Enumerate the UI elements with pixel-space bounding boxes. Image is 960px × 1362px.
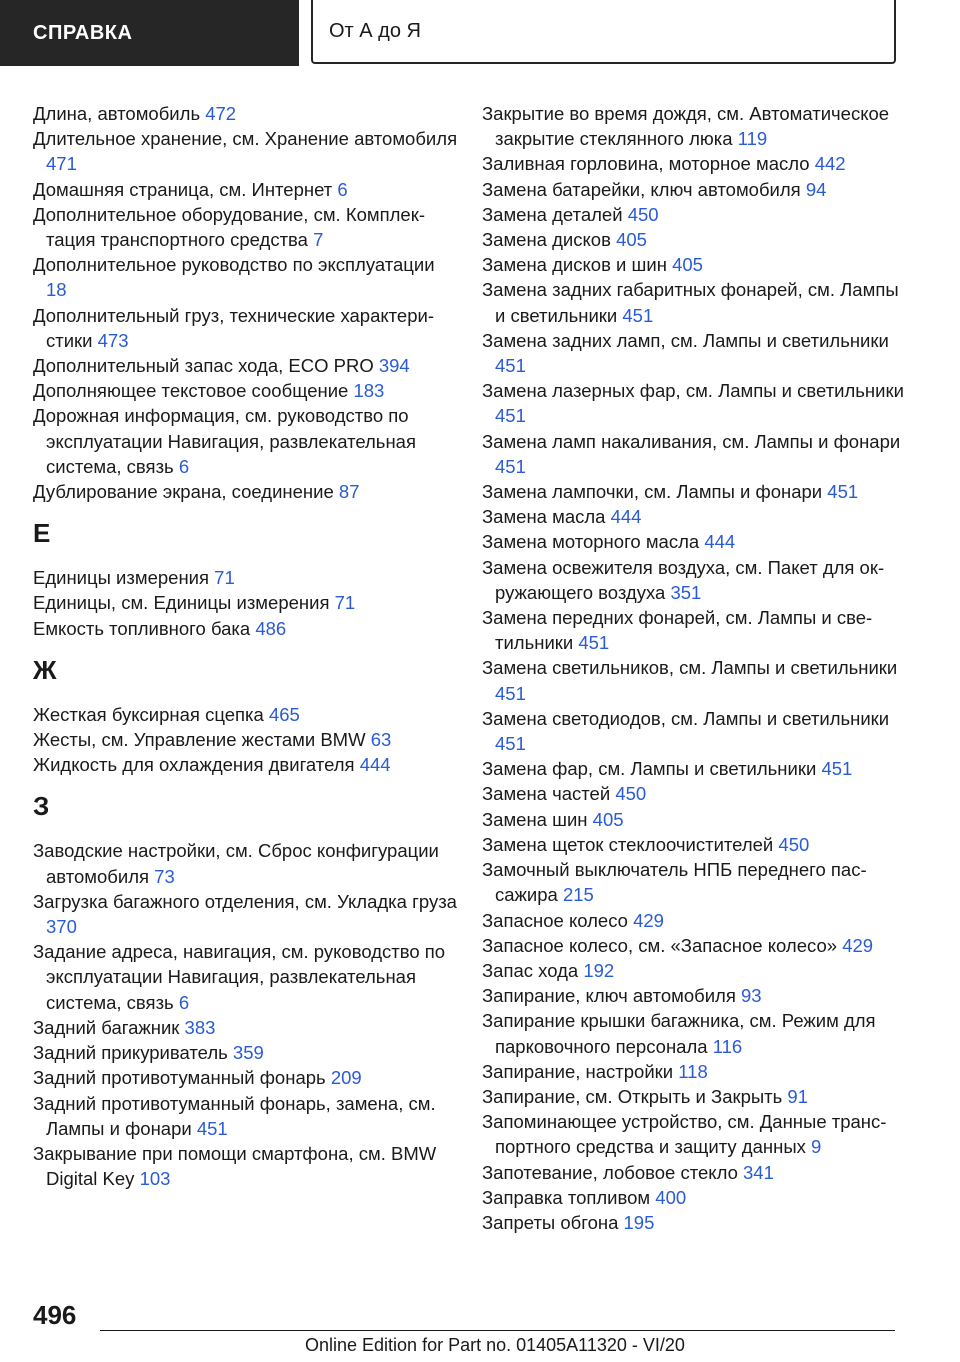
page-reference-link[interactable]: 383	[184, 1016, 216, 1038]
index-entry	[33, 1065, 458, 1090]
index-letter-heading: З	[33, 791, 50, 822]
index-entry-text: Запреты обгона	[482, 1211, 624, 1233]
index-entry	[33, 939, 458, 1015]
index-entry-text: Задний противотуманный фонарь	[33, 1067, 331, 1089]
index-entry	[482, 429, 912, 479]
index-entry-text: Замена задних ламп, см. Лампы и светильники	[482, 329, 889, 351]
index-entry-text: Запирание, ключ автомобиля	[482, 985, 742, 1007]
index-entry	[33, 1040, 458, 1065]
page-reference-link[interactable]: 93	[741, 985, 762, 1007]
index-entry	[482, 1059, 912, 1084]
index-entry	[33, 590, 458, 615]
index-entry	[33, 101, 458, 126]
index-entry-text: Замена масла	[482, 506, 611, 528]
page-reference-link[interactable]: 444	[704, 531, 736, 553]
index-entry-text: Единицы, см. Единицы измерения	[33, 592, 335, 614]
page-reference-link[interactable]: 473	[97, 329, 129, 351]
index-entry	[482, 605, 912, 655]
page-reference-link[interactable]: 451	[622, 304, 654, 326]
page-reference-link[interactable]: 450	[627, 203, 659, 225]
index-entry	[33, 303, 458, 353]
index-entry-text: Замена щеток стеклоочистителей	[482, 833, 779, 855]
index-entry	[482, 1210, 912, 1235]
page-reference-link[interactable]: 6	[178, 991, 190, 1013]
index-entry	[482, 202, 912, 227]
index-entry-text: Замена лампочки, см. Лампы и фонари	[482, 481, 828, 503]
index-entry	[33, 702, 458, 727]
page-reference-link[interactable]: 465	[268, 703, 300, 725]
page-header	[0, 0, 960, 66]
index-entry-text: Дополнительное оборудование, см. Комплектация транспортного средства	[33, 203, 425, 251]
index-entry	[482, 832, 912, 857]
index-entry	[482, 277, 912, 327]
index-entry-text: Замена батарейки, ключ автомобиля	[482, 178, 806, 200]
index-entry	[33, 889, 458, 939]
section-tab: СПРАВКА	[0, 0, 299, 66]
index-entry-text: Дорожная информация, см. руководство по эксплуатации Навигация, развлекательная система, связь	[33, 405, 416, 477]
index-letter-heading: Ж	[33, 654, 57, 685]
page-reference-link[interactable]: 9	[811, 1136, 822, 1158]
page-reference-link[interactable]: 405	[616, 229, 647, 251]
page-reference-link[interactable]: 192	[583, 959, 615, 981]
index-entry	[482, 227, 912, 252]
page-reference-link[interactable]: 73	[154, 865, 175, 887]
page-reference-link[interactable]: 471	[46, 153, 77, 175]
index-entry-text: Замена шин	[482, 808, 593, 830]
page-reference-link[interactable]: 91	[787, 1085, 808, 1107]
page-reference-link[interactable]: 116	[712, 1035, 743, 1057]
index-entry-text: Дублирование экрана, соединение	[33, 481, 339, 503]
index-entry-text: Единицы измерения	[33, 567, 215, 589]
index-entry	[33, 752, 458, 777]
page-reference-link[interactable]: 103	[139, 1168, 171, 1190]
page-reference-link[interactable]: 6	[337, 178, 348, 200]
page-reference-link[interactable]: 119	[737, 128, 768, 150]
index-entry	[482, 101, 912, 151]
index-entry-text: Замена моторного масла	[482, 531, 705, 553]
page-reference-link[interactable]: 400	[655, 1186, 687, 1208]
page-reference-link[interactable]: 215	[562, 884, 594, 906]
index-entry	[33, 1015, 458, 1040]
page-reference-link[interactable]: 444	[610, 506, 642, 528]
index-entry-text: Домашняя страница, см. Интернет	[33, 178, 338, 200]
index-entry-text: Закрывание при помощи смартфона, см. BMW Digital Key	[33, 1142, 437, 1190]
page-reference-link[interactable]: 118	[678, 1060, 708, 1082]
page-reference-link[interactable]: 370	[46, 916, 77, 938]
index-entry	[482, 1008, 912, 1058]
index-entry-text: Запирание, см. Открыть и Закрыть	[482, 1085, 788, 1107]
page-reference-link[interactable]: 451	[495, 733, 526, 755]
index-entry	[33, 126, 458, 176]
page-reference-link[interactable]: 63	[370, 729, 392, 751]
index-entry	[482, 1084, 912, 1109]
index-entry-text: Заводские настройки, см. Сброс конфигурации автомобиля	[33, 840, 439, 887]
edition-footer: Online Edition for Part no. 01405A11320 - VI/20	[305, 1335, 685, 1355]
index-entry	[33, 252, 458, 302]
page-reference-link[interactable]: 7	[313, 229, 324, 251]
index-entry	[482, 857, 912, 907]
index-entry-text: Задний багажник	[33, 1016, 185, 1038]
index-entry	[33, 1141, 458, 1191]
index-entry	[33, 565, 458, 590]
page-reference-link[interactable]: 451	[196, 1117, 228, 1139]
page-reference-link[interactable]: 451	[495, 355, 526, 377]
index-entry	[33, 838, 458, 888]
page-reference-link[interactable]: 87	[338, 481, 360, 503]
index-entry	[482, 1185, 912, 1210]
page-reference-link[interactable]: 405	[592, 808, 624, 830]
index-entry-text: Замена деталей	[482, 203, 628, 225]
index-entry	[33, 727, 458, 752]
index-entry	[482, 151, 912, 176]
page-reference-link[interactable]: 405	[672, 254, 703, 276]
index-entry	[482, 807, 912, 832]
page-reference-link[interactable]: 209	[330, 1067, 362, 1089]
index-entry-text: Жесткая буксирная сцепка	[33, 703, 269, 725]
index-entry	[33, 202, 458, 252]
page-reference-link[interactable]: 472	[205, 103, 237, 124]
index-entry	[33, 353, 458, 378]
page-reference-link[interactable]: 450	[615, 783, 647, 805]
index-entry-text: Замена ламп накаливания, см. Лампы и фонари	[482, 430, 901, 452]
index-entry-text: Замена лазерных фар, см. Лампы и светильники	[482, 380, 904, 402]
index-entry-text: Заправка топливом	[482, 1186, 656, 1208]
index-entry	[482, 958, 912, 983]
page-number: 496	[33, 1300, 77, 1330]
index-entry-text: Замена дисков	[482, 229, 617, 251]
index-entry-text: Замена освежителя воздуха, см. Пакет для окружающего воздуха	[482, 556, 885, 603]
page-reference-link[interactable]: 71	[334, 592, 356, 614]
index-column-left	[33, 101, 458, 1191]
index-entry-text: Замена частей	[482, 783, 616, 805]
index-entry	[482, 378, 912, 428]
index-entry	[482, 1160, 912, 1185]
index-entry-text: Закрытие во время дождя, см. Автоматическое закрытие стеклянного люка	[482, 103, 890, 150]
index-entry	[482, 756, 912, 781]
footer-divider	[100, 1330, 895, 1331]
index-entry-text: Длина, автомобиль	[33, 103, 206, 124]
index-entry-text: Заливная горловина, моторное масло	[482, 153, 815, 175]
page-reference-link[interactable]: 341	[743, 1161, 774, 1183]
index-entry	[482, 504, 912, 529]
index-entry	[33, 177, 458, 202]
index-entry-text: Замена передних фонарей, см. Лампы и светильники	[482, 607, 873, 654]
page-reference-link[interactable]: 94	[805, 178, 827, 200]
page-reference-link[interactable]: 442	[814, 153, 846, 175]
page-reference-link[interactable]: 6	[178, 455, 190, 477]
index-entry	[482, 706, 912, 756]
index-entry	[482, 1109, 912, 1159]
index-entry	[33, 403, 458, 479]
chapter-tab: От А до Я	[311, 0, 896, 64]
index-entry-text: Замена задних габаритных фонарей, см. Лампы и светильники	[482, 279, 899, 326]
index-entry-text: Запирание, настройки	[482, 1060, 679, 1082]
page-reference-link[interactable]: 451	[495, 682, 526, 704]
page-reference-link[interactable]: 18	[46, 279, 67, 301]
page-reference-link[interactable]: 359	[232, 1042, 264, 1064]
index-entry	[482, 781, 912, 806]
index-entry-text: Замочный выключатель НПБ переднего пассажира	[482, 859, 867, 906]
page-reference-link[interactable]: 351	[670, 581, 702, 603]
index-letter-heading: Е	[33, 518, 51, 549]
index-entry	[33, 616, 458, 641]
page-reference-link[interactable]: 444	[359, 754, 391, 776]
index-entry-text: Замена фар, см. Лампы и светильники	[482, 758, 822, 780]
page-reference-link[interactable]: 451	[495, 405, 526, 427]
index-entry-text: Запасное колесо	[482, 909, 634, 931]
index-entry-text: Замена светодиодов, см. Лампы и светильники	[482, 707, 890, 729]
index-entry-text: Запотевание, лобовое стекло	[482, 1161, 743, 1183]
index-entry-text: Дополнительный груз, технические характеристики	[33, 304, 435, 351]
index-entry-text: Дополнительное руководство по эксплуатации	[33, 254, 435, 276]
index-entry-text: Запас хода	[482, 959, 584, 981]
index-entry	[482, 933, 912, 958]
index-entry-text: Дополняющее текстовое сообщение	[33, 380, 354, 402]
index-entry-text: Запирание крышки багажника, см. Режим для парковочного персонала	[482, 1010, 876, 1057]
index-entry-text: Задний прикуриватель	[33, 1042, 233, 1064]
index-entry-text: Длительное хранение, см. Хранение автомобиля	[33, 128, 458, 150]
index-entry-text: Запасное колесо, см. «Запасное колесо»	[482, 934, 843, 956]
index-entry-text: Емкость топливного бака	[33, 617, 256, 639]
page-reference-link[interactable]: 183	[353, 380, 385, 402]
page-reference-link[interactable]: 71	[214, 567, 235, 589]
page-reference-link[interactable]: 429	[842, 934, 874, 956]
index-entry	[33, 479, 458, 504]
index-entry	[33, 1091, 458, 1141]
index-entry-text: Жесты, см. Управление жестами BMW	[33, 729, 371, 751]
page-reference-link[interactable]: 450	[778, 833, 810, 855]
page-reference-link[interactable]: 451	[495, 455, 526, 477]
index-entry	[482, 177, 912, 202]
index-entry-text: Задний противотуманный фонарь, замена, см. Лампы и фонари	[33, 1092, 436, 1139]
index-entry-text: Замена дисков и шин	[482, 254, 673, 276]
page-reference-link[interactable]: 429	[633, 909, 664, 931]
index-entry	[33, 378, 458, 403]
index-entry	[482, 252, 912, 277]
index-entry-text: Замена светильников, см. Лампы и светильники	[482, 657, 898, 679]
index-entry	[482, 908, 912, 933]
page-reference-link[interactable]: 195	[623, 1211, 655, 1233]
index-entry-text: Загрузка багажного отделения, см. Укладка груза	[33, 890, 457, 912]
index-entry	[482, 555, 912, 605]
page-reference-link[interactable]: 486	[255, 617, 287, 639]
index-entry	[482, 479, 912, 504]
index-entry-text: Дополнительный запас хода, ECO PRO	[33, 355, 379, 377]
index-entry	[482, 529, 912, 554]
index-entry-text: Жидкость для охлаждения двигателя	[33, 754, 360, 776]
index-entry-text: Запоминающее устройство, см. Данные транспортного средства и защиту данных	[482, 1111, 887, 1158]
page-reference-link[interactable]: 451	[821, 758, 853, 780]
index-entry	[482, 983, 912, 1008]
page-reference-link[interactable]: 451	[827, 481, 859, 503]
page-reference-link[interactable]: 394	[378, 355, 410, 377]
index-column-right	[482, 101, 912, 1235]
index-entry-text: Задание адреса, навигация, см. руководство по эксплуатации Навигация, развлекательная система, связь	[33, 941, 446, 1013]
index-entry	[482, 655, 912, 705]
index-entry	[482, 328, 912, 378]
page-reference-link[interactable]: 451	[578, 632, 610, 654]
